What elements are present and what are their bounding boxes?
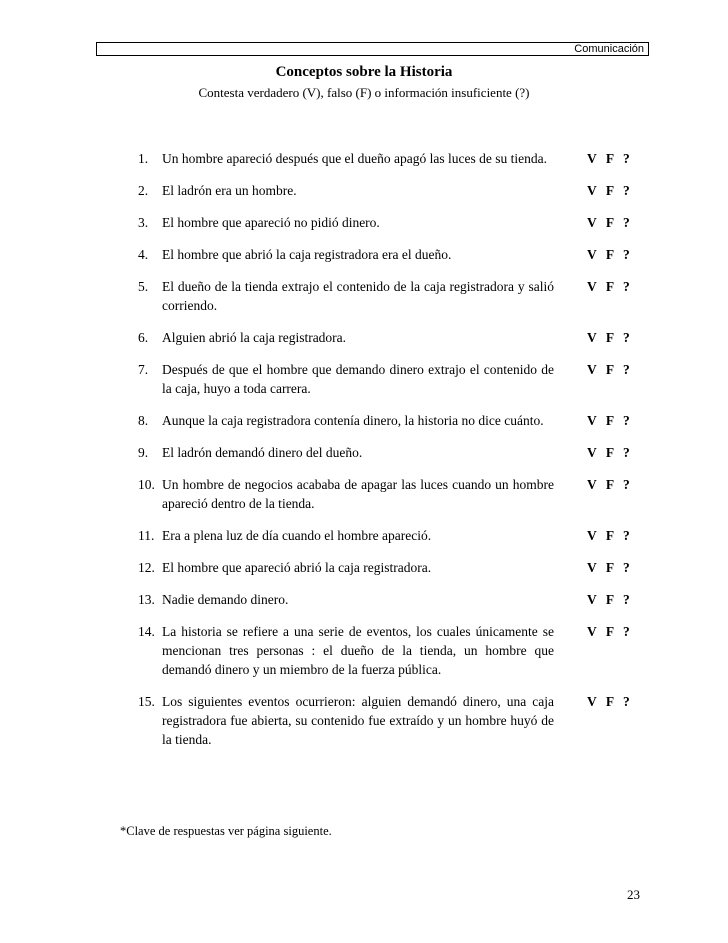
question-text: Un hombre de negocios acababa de apagar las luces cuando un hombre apareció dentro de la tienda. bbox=[162, 477, 554, 511]
question-number: 12. bbox=[138, 560, 155, 575]
answer-options: V F ? bbox=[587, 247, 630, 262]
question-text: El dueño de la tienda extrajo el contenido de la caja registradora y salió corriendo. bbox=[162, 279, 554, 313]
question-item bbox=[138, 277, 648, 315]
question-number: 7. bbox=[138, 362, 149, 377]
answer-options: V F ? bbox=[587, 477, 630, 492]
question-number: 1. bbox=[138, 151, 149, 166]
question-number: 3. bbox=[138, 215, 149, 230]
question-item bbox=[138, 149, 648, 168]
question-item bbox=[138, 213, 648, 232]
answer-key-note: *Clave de respuestas ver página siguiente. bbox=[120, 824, 332, 838]
answer-options: V F ? bbox=[587, 362, 630, 377]
question-number: 5. bbox=[138, 279, 149, 294]
answer-options: V F ? bbox=[587, 624, 630, 639]
question-text: Los siguientes eventos ocurrieron: alguien demandó dinero, una caja registradora fue abierta, su contenido fue extraído y un hombre huyó de la tienda. bbox=[162, 694, 554, 747]
question-item bbox=[138, 558, 648, 577]
question-text: El ladrón era un hombre. bbox=[162, 183, 297, 198]
answer-options: V F ? bbox=[587, 694, 630, 709]
question-item bbox=[138, 590, 648, 609]
page-number: 23 bbox=[627, 887, 640, 902]
question-item bbox=[138, 360, 648, 398]
question-number: 15. bbox=[138, 694, 155, 709]
answer-options: V F ? bbox=[587, 528, 630, 543]
page-title: Conceptos sobre la Historia bbox=[275, 64, 453, 80]
instructions: Contesta verdadero (V), falso (F) o información insuficiente (?) bbox=[198, 85, 530, 100]
section-header-bar bbox=[96, 42, 649, 56]
question-number: 10. bbox=[138, 477, 155, 492]
question-text: Aunque la caja registradora contenía dinero, la historia no dice cuánto. bbox=[162, 413, 544, 428]
answer-options: V F ? bbox=[587, 592, 630, 607]
question-number: 14. bbox=[138, 624, 155, 639]
answer-options: V F ? bbox=[587, 215, 630, 230]
question-item bbox=[138, 411, 648, 430]
answer-options: V F ? bbox=[587, 183, 630, 198]
question-text: Un hombre apareció después que el dueño apagó las luces de su tienda. bbox=[162, 151, 547, 166]
section-label: Comunicación bbox=[574, 43, 644, 55]
question-item bbox=[138, 475, 648, 513]
question-text: El hombre que apareció abrió la caja registradora. bbox=[162, 560, 432, 575]
question-text: Alguien abrió la caja registradora. bbox=[162, 330, 347, 345]
answer-options: V F ? bbox=[587, 151, 630, 166]
answer-options: V F ? bbox=[587, 560, 630, 575]
question-number: 11. bbox=[138, 528, 155, 543]
question-item bbox=[138, 692, 648, 749]
answer-options: V F ? bbox=[587, 330, 630, 345]
question-number: 6. bbox=[138, 330, 149, 345]
question-list bbox=[138, 149, 648, 749]
question-text: El hombre que apareció no pidió dinero. bbox=[162, 215, 380, 230]
question-text: El ladrón demandó dinero del dueño. bbox=[162, 445, 363, 460]
question-item bbox=[138, 443, 648, 462]
question-text: Nadie demando dinero. bbox=[162, 592, 289, 607]
answer-options: V F ? bbox=[587, 445, 630, 460]
question-number: 13. bbox=[138, 592, 155, 607]
question-item bbox=[138, 328, 648, 347]
question-item bbox=[138, 622, 648, 679]
question-item bbox=[138, 245, 648, 264]
question-text: Después de que el hombre que demando dinero extrajo el contenido de la caja, huyo a toda carrera. bbox=[162, 362, 554, 396]
question-number: 4. bbox=[138, 247, 149, 262]
answer-options: V F ? bbox=[587, 279, 630, 294]
question-text: La historia se refiere a una serie de eventos, los cuales únicamente se mencionan tres personas : el dueño de la tienda, un hombre que demandó dinero y un miembro de la fuerza pública. bbox=[162, 624, 554, 677]
answer-options: V F ? bbox=[587, 413, 630, 428]
question-text: Era a plena luz de día cuando el hombre apareció. bbox=[162, 528, 432, 543]
question-number: 2. bbox=[138, 183, 149, 198]
question-text: El hombre que abrió la caja registradora era el dueño. bbox=[162, 247, 452, 262]
question-item bbox=[138, 526, 648, 545]
question-number: 8. bbox=[138, 413, 149, 428]
question-item bbox=[138, 181, 648, 200]
question-number: 9. bbox=[138, 445, 149, 460]
